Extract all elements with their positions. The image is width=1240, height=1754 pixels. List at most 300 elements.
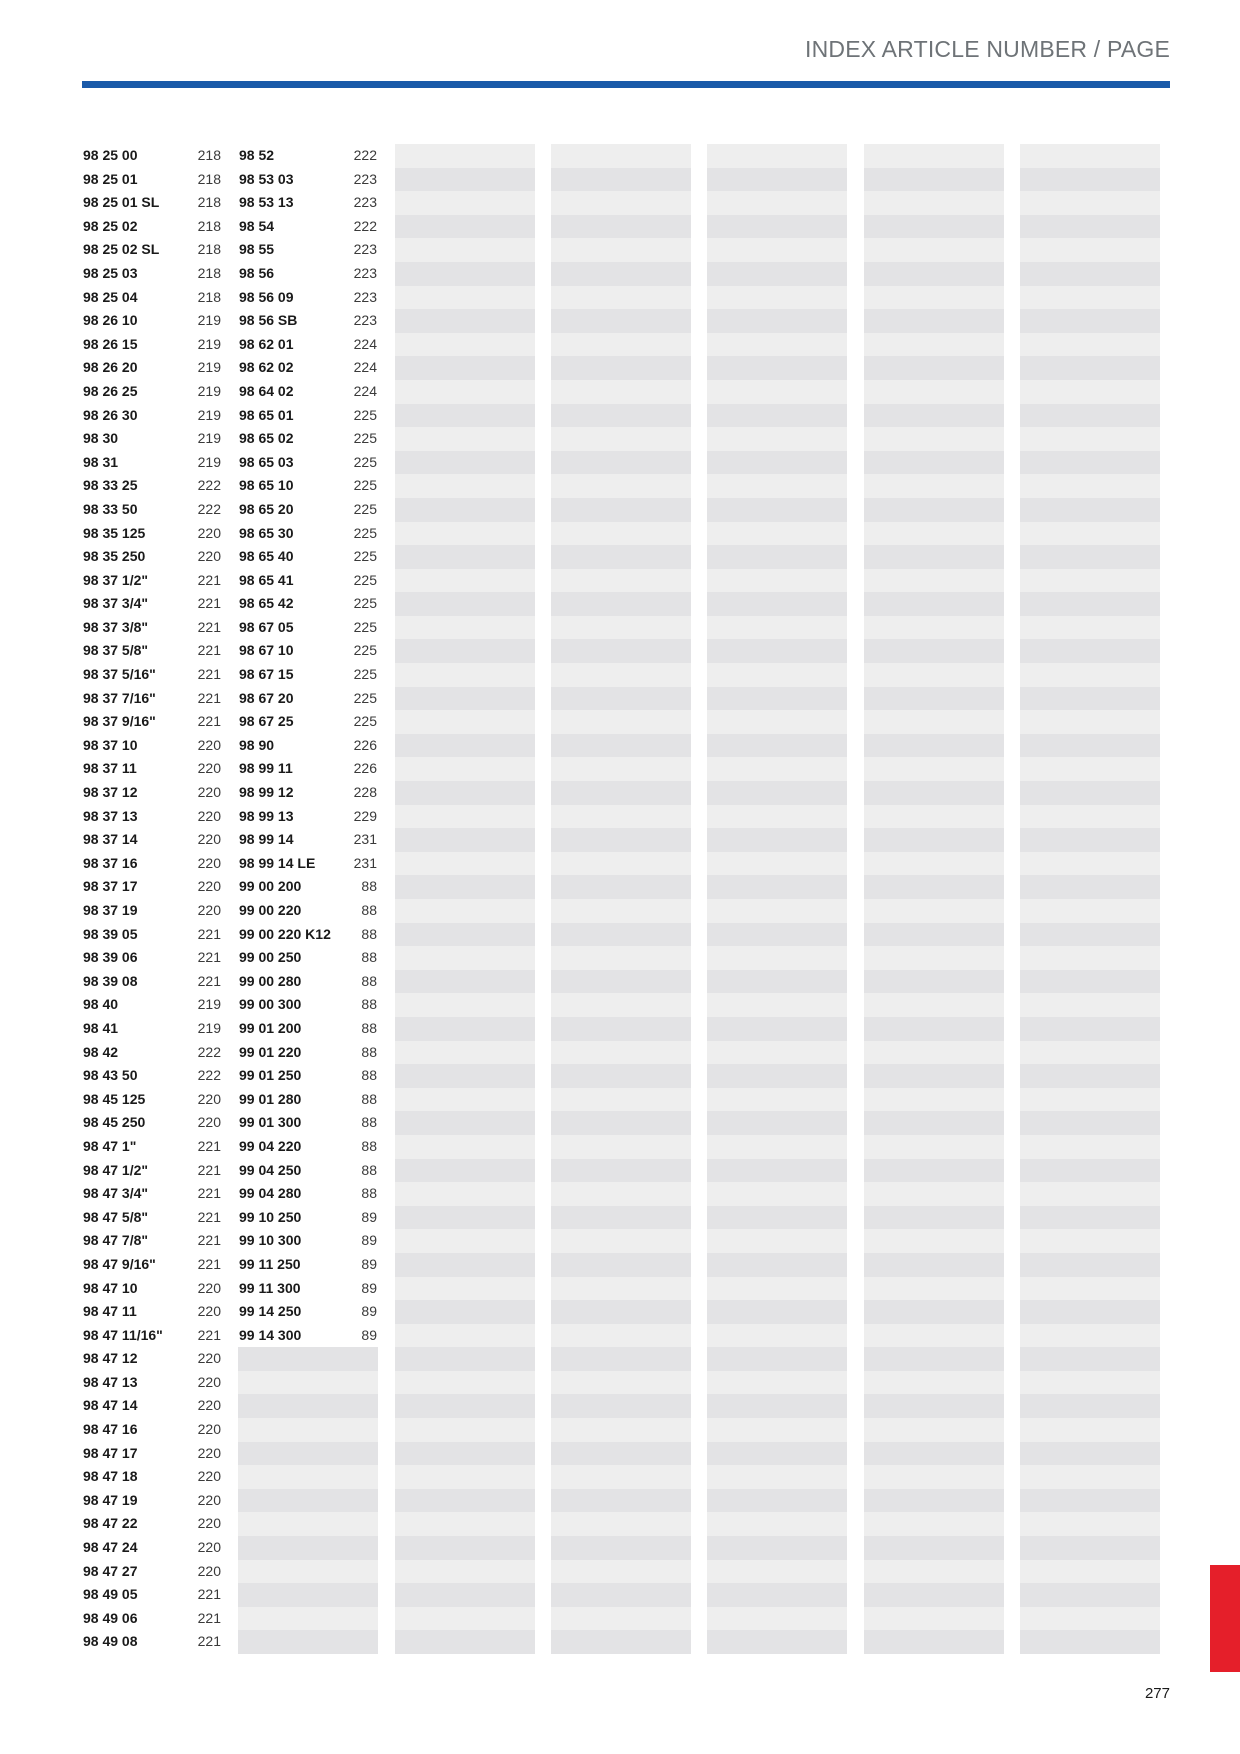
article-number: 98 99 12 xyxy=(239,784,294,801)
index-row xyxy=(551,828,691,852)
index-column xyxy=(1020,144,1160,1654)
index-row xyxy=(707,734,847,758)
page-reference: 220 xyxy=(197,1350,221,1367)
index-row xyxy=(864,1536,1004,1560)
index-row xyxy=(1020,569,1160,593)
page-reference: 221 xyxy=(197,666,221,683)
index-row xyxy=(551,1607,691,1631)
page-reference: 222 xyxy=(197,1067,221,1084)
index-row xyxy=(82,451,222,475)
page-reference: 221 xyxy=(197,618,221,635)
index-row xyxy=(238,309,378,333)
page-reference: 88 xyxy=(361,972,377,989)
index-row xyxy=(707,262,847,286)
index-row xyxy=(1020,522,1160,546)
index-row xyxy=(864,333,1004,357)
page-reference: 218 xyxy=(197,241,221,258)
index-row xyxy=(551,1583,691,1607)
index-row xyxy=(551,356,691,380)
article-number: 98 45 125 xyxy=(83,1090,146,1107)
index-row xyxy=(864,1017,1004,1041)
index-row xyxy=(395,286,535,310)
page-reference: 225 xyxy=(353,618,377,635)
index-row xyxy=(395,404,535,428)
index-row xyxy=(395,1512,535,1536)
index-row xyxy=(707,1182,847,1206)
index-row xyxy=(82,592,222,616)
index-row xyxy=(551,168,691,192)
index-column xyxy=(864,144,1004,1654)
index-row xyxy=(707,1300,847,1324)
index-row xyxy=(864,522,1004,546)
index-row xyxy=(1020,309,1160,333)
page-reference: 221 xyxy=(197,925,221,942)
index-row xyxy=(551,1347,691,1371)
index-row xyxy=(864,286,1004,310)
page-reference: 231 xyxy=(353,831,377,848)
index-row xyxy=(864,1324,1004,1348)
index-row xyxy=(238,1583,378,1607)
index-row xyxy=(82,333,222,357)
index-row xyxy=(238,899,378,923)
index-row xyxy=(1020,286,1160,310)
index-row xyxy=(707,1536,847,1560)
index-row xyxy=(395,1135,535,1159)
index-row xyxy=(238,1135,378,1159)
index-row xyxy=(551,805,691,829)
article-number: 98 47 10 xyxy=(83,1279,138,1296)
index-row xyxy=(551,1324,691,1348)
page-reference: 226 xyxy=(353,760,377,777)
index-row xyxy=(707,710,847,734)
index-row xyxy=(395,1088,535,1112)
index-row xyxy=(238,1607,378,1631)
index-row xyxy=(82,1442,222,1466)
index-row xyxy=(82,545,222,569)
page-reference: 222 xyxy=(197,1043,221,1060)
article-number: 98 37 12 xyxy=(83,784,138,801)
article-number: 98 99 11 xyxy=(239,760,293,777)
index-row xyxy=(395,1536,535,1560)
page-reference: 223 xyxy=(353,264,377,281)
page-reference: 220 xyxy=(197,1491,221,1508)
index-row xyxy=(707,1371,847,1395)
article-number: 98 47 18 xyxy=(83,1468,138,1485)
page-reference: 88 xyxy=(361,1161,377,1178)
page-reference: 222 xyxy=(197,477,221,494)
article-number: 98 40 xyxy=(83,996,119,1013)
article-number: 98 47 11/16" xyxy=(83,1326,163,1343)
index-row xyxy=(82,687,222,711)
index-row xyxy=(82,1206,222,1230)
index-row xyxy=(82,1182,222,1206)
index-row xyxy=(707,616,847,640)
index-row xyxy=(864,1442,1004,1466)
page-reference: 221 xyxy=(197,642,221,659)
index-row xyxy=(1020,616,1160,640)
index-row xyxy=(82,1418,222,1442)
index-row xyxy=(238,168,378,192)
index-row xyxy=(1020,805,1160,829)
index-row xyxy=(864,144,1004,168)
page-reference: 223 xyxy=(353,241,377,258)
index-row xyxy=(395,1041,535,1065)
page-reference: 228 xyxy=(353,784,377,801)
index-row xyxy=(82,1064,222,1088)
index-row xyxy=(551,238,691,262)
index-row xyxy=(864,1583,1004,1607)
index-row xyxy=(238,1371,378,1395)
index-row xyxy=(1020,1253,1160,1277)
page-reference: 225 xyxy=(353,500,377,517)
index-row xyxy=(551,757,691,781)
index-row xyxy=(238,663,378,687)
article-number: 98 37 3/8" xyxy=(83,618,149,635)
index-row xyxy=(238,286,378,310)
index-row xyxy=(238,427,378,451)
page-reference: 221 xyxy=(197,1185,221,1202)
article-number: 98 37 9/16" xyxy=(83,713,156,730)
article-number: 98 47 17 xyxy=(83,1444,138,1461)
page-reference: 219 xyxy=(197,453,221,470)
article-number: 98 39 05 xyxy=(83,925,138,942)
index-row xyxy=(864,1253,1004,1277)
article-number: 98 64 02 xyxy=(239,382,294,399)
index-row xyxy=(707,191,847,215)
index-row xyxy=(395,710,535,734)
index-row xyxy=(395,1371,535,1395)
index-row xyxy=(395,663,535,687)
index-row xyxy=(82,427,222,451)
article-number: 98 37 17 xyxy=(83,878,138,895)
index-row xyxy=(395,828,535,852)
index-row xyxy=(707,404,847,428)
article-number: 98 49 05 xyxy=(83,1586,138,1603)
index-row xyxy=(395,545,535,569)
article-number: 98 90 xyxy=(239,736,275,753)
index-row xyxy=(707,1135,847,1159)
article-number: 98 35 125 xyxy=(83,524,146,541)
page-reference: 221 xyxy=(197,1208,221,1225)
index-row xyxy=(707,828,847,852)
page-reference: 88 xyxy=(361,878,377,895)
index-row xyxy=(82,1111,222,1135)
index-row xyxy=(707,923,847,947)
index-row xyxy=(1020,1182,1160,1206)
article-number: 98 54 xyxy=(239,217,275,234)
index-row xyxy=(238,1536,378,1560)
page-reference: 220 xyxy=(197,736,221,753)
article-number: 98 26 10 xyxy=(83,312,138,329)
index-row xyxy=(395,1253,535,1277)
index-row xyxy=(395,144,535,168)
article-number: 98 25 04 xyxy=(83,288,138,305)
article-number: 98 47 14 xyxy=(83,1397,138,1414)
index-row xyxy=(238,191,378,215)
index-row xyxy=(707,309,847,333)
index-row xyxy=(551,333,691,357)
index-row xyxy=(82,569,222,593)
index-row xyxy=(707,1206,847,1230)
article-number: 98 41 xyxy=(83,1019,119,1036)
index-row xyxy=(707,781,847,805)
index-row xyxy=(551,1017,691,1041)
index-row xyxy=(395,1583,535,1607)
index-row xyxy=(551,1560,691,1584)
page-reference: 221 xyxy=(197,713,221,730)
index-row xyxy=(551,639,691,663)
index-row xyxy=(707,1041,847,1065)
index-row xyxy=(551,1465,691,1489)
index-row xyxy=(1020,734,1160,758)
index-row xyxy=(864,238,1004,262)
page-reference: 221 xyxy=(197,949,221,966)
page-reference: 218 xyxy=(197,264,221,281)
index-row xyxy=(82,1159,222,1183)
index-row xyxy=(551,687,691,711)
page-number: 277 xyxy=(1144,1685,1170,1702)
index-row xyxy=(864,687,1004,711)
index-row xyxy=(1020,639,1160,663)
index-row xyxy=(864,1277,1004,1301)
index-row xyxy=(1020,1324,1160,1348)
index-row xyxy=(238,262,378,286)
index-row xyxy=(551,852,691,876)
page-title: INDEX ARTICLE NUMBER / PAGE xyxy=(805,36,1170,62)
index-row xyxy=(238,1347,378,1371)
index-row xyxy=(864,757,1004,781)
index-row xyxy=(551,899,691,923)
index-row xyxy=(551,923,691,947)
index-row xyxy=(551,191,691,215)
index-row xyxy=(238,356,378,380)
index-row xyxy=(1020,1088,1160,1112)
article-number: 98 47 3/4" xyxy=(83,1185,149,1202)
index-row xyxy=(1020,238,1160,262)
index-row xyxy=(864,970,1004,994)
index-row xyxy=(82,1630,222,1654)
index-row xyxy=(551,1064,691,1088)
index-row xyxy=(82,356,222,380)
index-row xyxy=(82,757,222,781)
index-row xyxy=(238,451,378,475)
index-row xyxy=(707,286,847,310)
index-row xyxy=(238,144,378,168)
index-row xyxy=(238,757,378,781)
article-number: 99 00 200 xyxy=(239,878,302,895)
index-row xyxy=(864,899,1004,923)
index-row xyxy=(395,1465,535,1489)
article-number: 99 11 250 xyxy=(239,1255,301,1272)
index-row xyxy=(1020,663,1160,687)
index-row xyxy=(551,309,691,333)
index-row xyxy=(551,215,691,239)
article-number: 98 47 27 xyxy=(83,1562,138,1579)
index-row xyxy=(864,1229,1004,1253)
page-reference: 222 xyxy=(353,147,377,163)
article-number: 99 00 280 xyxy=(239,972,302,989)
article-number: 98 47 13 xyxy=(83,1373,138,1390)
index-row xyxy=(395,616,535,640)
page-reference: 220 xyxy=(197,548,221,565)
index-row xyxy=(864,993,1004,1017)
index-row xyxy=(551,1277,691,1301)
index-row xyxy=(395,1206,535,1230)
index-row xyxy=(707,1465,847,1489)
index-row xyxy=(1020,427,1160,451)
index-row xyxy=(551,663,691,687)
index-row xyxy=(238,1512,378,1536)
page-reference: 222 xyxy=(353,217,377,234)
article-number: 98 37 10 xyxy=(83,736,138,753)
page-reference: 220 xyxy=(197,1539,221,1556)
page-reference: 220 xyxy=(197,1444,221,1461)
article-number: 98 47 7/8" xyxy=(83,1232,149,1249)
index-column xyxy=(551,144,691,1654)
index-row xyxy=(395,1418,535,1442)
index-row xyxy=(864,427,1004,451)
index-row xyxy=(395,1182,535,1206)
article-number: 98 47 1" xyxy=(83,1137,137,1154)
index-row xyxy=(238,946,378,970)
index-row xyxy=(707,1277,847,1301)
index-row xyxy=(551,1253,691,1277)
article-number: 98 65 30 xyxy=(239,524,294,541)
index-row xyxy=(395,191,535,215)
index-row xyxy=(395,1277,535,1301)
index-row xyxy=(707,1560,847,1584)
index-row xyxy=(1020,923,1160,947)
index-row xyxy=(864,1512,1004,1536)
index-row xyxy=(82,875,222,899)
page-reference: 225 xyxy=(353,713,377,730)
index-row xyxy=(82,993,222,1017)
article-number: 99 04 220 xyxy=(239,1137,302,1154)
article-number: 98 33 25 xyxy=(83,477,138,494)
article-number: 99 14 250 xyxy=(239,1303,302,1320)
index-row xyxy=(551,1088,691,1112)
index-row xyxy=(395,309,535,333)
index-row xyxy=(551,1300,691,1324)
article-number: 99 00 300 xyxy=(239,996,302,1013)
index-row xyxy=(1020,710,1160,734)
article-number: 99 01 200 xyxy=(239,1019,302,1036)
page-reference: 220 xyxy=(197,1114,221,1131)
index-row xyxy=(864,734,1004,758)
index-row xyxy=(864,1465,1004,1489)
index-row xyxy=(864,852,1004,876)
index-row xyxy=(1020,1536,1160,1560)
article-number: 98 33 50 xyxy=(83,500,138,517)
index-row xyxy=(864,1347,1004,1371)
index-row xyxy=(395,356,535,380)
index-row xyxy=(395,1442,535,1466)
page-reference: 220 xyxy=(197,1562,221,1579)
page-reference: 220 xyxy=(197,1421,221,1438)
index-row xyxy=(82,805,222,829)
index-row xyxy=(395,1300,535,1324)
index-row xyxy=(238,852,378,876)
index-row xyxy=(238,1017,378,1041)
index-row xyxy=(395,592,535,616)
page-reference: 223 xyxy=(353,194,377,211)
page-reference: 220 xyxy=(197,524,221,541)
index-row xyxy=(707,427,847,451)
index-row xyxy=(82,191,222,215)
index-row xyxy=(551,1182,691,1206)
page-reference: 88 xyxy=(361,1067,377,1084)
index-row xyxy=(551,1536,691,1560)
index-column xyxy=(82,144,222,1654)
page-reference: 88 xyxy=(361,1185,377,1202)
article-number: 98 52 xyxy=(239,147,275,163)
index-row xyxy=(864,451,1004,475)
index-row xyxy=(82,1300,222,1324)
index-row xyxy=(551,1442,691,1466)
index-row xyxy=(1020,993,1160,1017)
index-row xyxy=(82,238,222,262)
index-row xyxy=(395,1347,535,1371)
index-row xyxy=(551,451,691,475)
index-row xyxy=(238,215,378,239)
page-reference: 220 xyxy=(197,831,221,848)
index-row xyxy=(82,946,222,970)
index-row xyxy=(238,970,378,994)
index-row xyxy=(707,1229,847,1253)
page-reference: 221 xyxy=(197,1161,221,1178)
index-row xyxy=(1020,215,1160,239)
index-row xyxy=(551,875,691,899)
index-row xyxy=(1020,498,1160,522)
index-row xyxy=(551,498,691,522)
index-row xyxy=(238,687,378,711)
article-number: 98 47 19 xyxy=(83,1491,138,1508)
index-column xyxy=(707,144,847,1654)
index-row xyxy=(395,333,535,357)
index-row xyxy=(707,1347,847,1371)
index-row xyxy=(395,781,535,805)
index-row xyxy=(395,1560,535,1584)
header-rule xyxy=(82,81,1170,88)
article-number: 99 00 220 xyxy=(239,902,302,918)
index-row xyxy=(82,899,222,923)
index-row xyxy=(864,616,1004,640)
page-reference: 225 xyxy=(353,642,377,659)
article-number: 99 14 300 xyxy=(239,1326,302,1343)
index-row xyxy=(707,380,847,404)
index-row xyxy=(707,899,847,923)
index-row xyxy=(1020,1583,1160,1607)
article-number: 98 43 50 xyxy=(83,1067,138,1084)
index-row xyxy=(1020,899,1160,923)
page-reference: 220 xyxy=(197,760,221,777)
page-reference: 220 xyxy=(197,854,221,871)
article-number: 99 01 300 xyxy=(239,1114,302,1131)
index-row xyxy=(864,828,1004,852)
index-row xyxy=(395,946,535,970)
index-row xyxy=(395,1111,535,1135)
index-row xyxy=(707,1017,847,1041)
index-row xyxy=(864,356,1004,380)
page-reference: 219 xyxy=(197,335,221,352)
index-row xyxy=(1020,1206,1160,1230)
index-column xyxy=(395,144,535,1654)
article-number: 98 65 02 xyxy=(239,430,294,447)
page-reference: 221 xyxy=(197,1326,221,1343)
article-number: 98 37 1/2" xyxy=(83,571,149,588)
article-number: 99 10 300 xyxy=(239,1232,302,1249)
index-row xyxy=(82,404,222,428)
